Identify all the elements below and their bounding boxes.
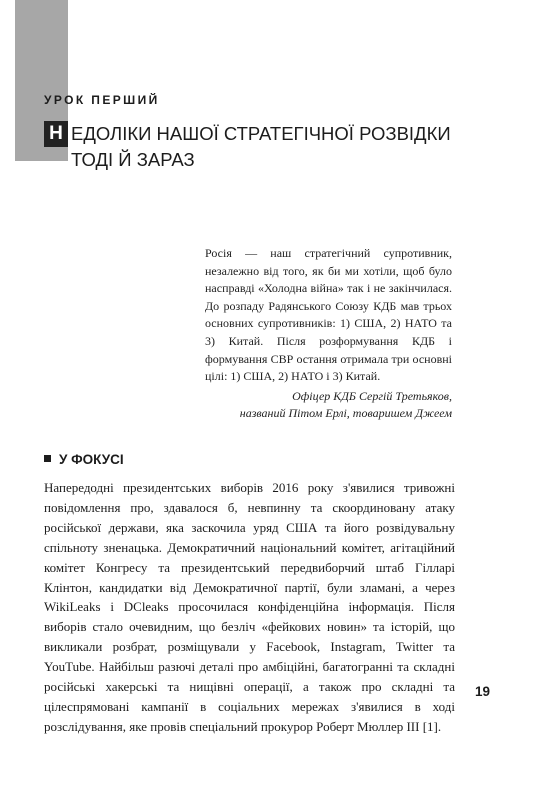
chapter-title	[71, 121, 511, 173]
chapter-title-line-1: ЕДОЛІКИ НАШОЇ СТРАТЕГІЧНОЇ РОЗВІДКИ	[71, 123, 451, 144]
epigraph-text: Росія — наш стратегічний супротивник, незалежно від того, як би ми хотіли, щоб було насправді «Холодна війна» так і не закінчилася. До розпаду Радянського Союзу КДБ мав трьох основних супротивників: 1) США, 2) НАТО та 3) Китай. Після розформування КДБ і формування СВР остання отримала три основні цілі: 1) США, 2) НАТО і 3) Китай.	[205, 246, 452, 384]
body-paragraph: Напередодні президентських виборів 2016 року з'явилися тривожні повідомлення про, здавалося б, невпинну та скоординовану атаку російської держави, яка заскочила уряд США та його розвідувальну спільноту зненацька. Демократичний національний комітет, агітаційний комітет Конгресу та президентський передвиборчий штаб Гілларі Клінтон, кандидатки від Демократичної партії, були зламані, а через WikiLeaks і DCleaks просочилася конфіденційна інформація. Після виборів стало очевидним, що безліч «фейкових новин» та історій, що викликали розбрат, розміщували у Facebook, Instagram, Twitter та YouTube. Найбільш разючі деталі про амбіційні, багатогранні та складні російські хакерські та нищівні операції, а також про складні та цілеспрямовані кампанії в соціальних мережах з'явилися в ході розслідування, яке провів спеціальний прокурор Роберт Мюллер III [1].	[44, 480, 455, 734]
square-bullet-icon	[44, 455, 51, 462]
section-heading-text: У ФОКУСІ	[59, 452, 124, 467]
epigraph	[205, 245, 452, 423]
epigraph-attribution-2: названий Пітом Ерлі, товаришем Джеем	[239, 406, 452, 421]
lesson-label: УРОК ПЕРШИЙ	[44, 93, 160, 107]
epigraph-attribution-1: Офіцер КДБ Сергій Третьяков,	[292, 388, 452, 403]
chapter-title-line-2: ТОДІ Й ЗАРАЗ	[71, 149, 195, 170]
body-text	[44, 478, 455, 737]
title-dropcap: Н	[44, 121, 68, 147]
section-heading	[44, 452, 124, 467]
page-number: 19	[474, 684, 490, 699]
